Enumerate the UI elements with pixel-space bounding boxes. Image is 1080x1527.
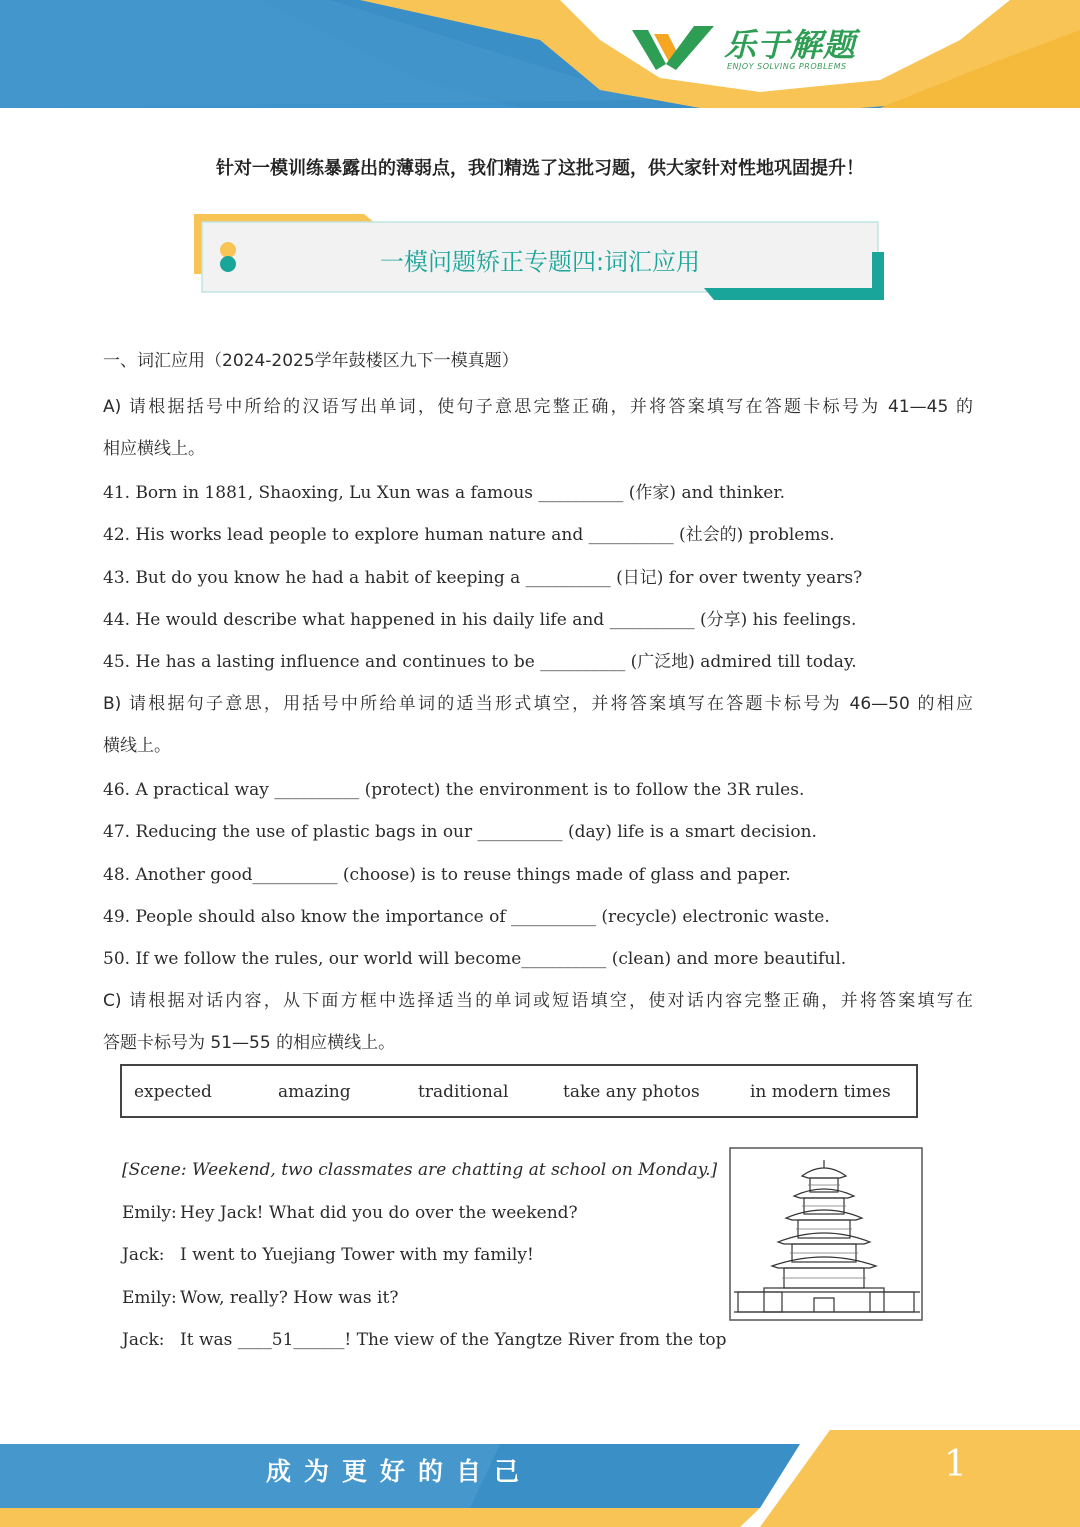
question-44: 44. He would describe what happened in his daily life and __________ (分享) his feelings.: [103, 610, 857, 630]
question-45: 45. He has a lasting influence and continues to be __________ (广泛地) admired till today.: [103, 652, 857, 672]
speaker-name: Jack:: [122, 1245, 165, 1265]
speaker-name: Emily:: [122, 1203, 177, 1223]
page-title: 一模问题矫正专题四:词汇应用: [379, 248, 701, 276]
question-42: 42. His works lead people to explore human nature and __________ (社会的) problems.: [103, 525, 835, 545]
part-b-instruction-1: B) 请根据句子意思，用括号中所给单词的适当形式填空，并将答案填写在答题卡标号为 46—50 的相应: [103, 694, 973, 714]
section-heading: 一、词汇应用（2024-2025学年鼓楼区九下一模真题）: [103, 351, 519, 371]
word-option: amazing: [278, 1082, 351, 1102]
question-49: 49. People should also know the importance of __________ (recycle) electronic waste.: [103, 907, 830, 927]
word-option: in modern times: [750, 1082, 891, 1102]
dialogue-line: [122, 1288, 722, 1308]
part-a-instruction-2: 相应横线上。: [103, 439, 205, 459]
dialogue-line: [122, 1203, 722, 1223]
dialogue-line: [122, 1330, 727, 1350]
brand-logo-icon: [632, 24, 714, 72]
footer-motto: 成为更好的自己: [266, 1457, 533, 1486]
dialogue-text: It was ____51______! The view of the Yangtze River from the top: [180, 1330, 727, 1350]
dialogue-line: [122, 1245, 722, 1265]
question-47: 47. Reducing the use of plastic bags in our __________ (day) life is a smart decision.: [103, 822, 817, 842]
question-50: 50. If we follow the rules, our world will become__________ (clean) and more beautiful.: [103, 949, 847, 969]
scene-description: [Scene: Weekend, two classmates are chatting at school on Monday.]: [122, 1160, 718, 1180]
part-a-instruction-1: A) 请根据括号中所给的汉语写出单词，使句子意思完整正确，并将答案填写在答题卡标号为 41—45 的: [103, 397, 973, 417]
title-box: [194, 212, 886, 302]
word-option: expected: [134, 1082, 212, 1102]
footer-banner: [0, 1430, 1080, 1527]
brand-name: 乐于解题: [724, 26, 857, 64]
word-option: take any photos: [563, 1082, 700, 1102]
yuejiang-tower-illustration: [724, 1130, 929, 1330]
part-c-instruction-2: 答题卡标号为 51—55 的相应横线上。: [103, 1033, 396, 1053]
page-number: 1: [944, 1444, 967, 1485]
part-c-instruction-1: C) 请根据对话内容，从下面方框中选择适当的单词或短语填空，使对话内容完整正确，并将答案填写在: [103, 991, 973, 1011]
word-box: [120, 1064, 918, 1118]
dialogue-text: Wow, really? How was it?: [180, 1288, 399, 1308]
question-48: 48. Another good__________ (choose) is to reuse things made of glass and paper.: [103, 865, 791, 885]
dialogue-text: I went to Yuejiang Tower with my family!: [180, 1245, 534, 1265]
dialogue-text: Hey Jack! What did you do over the weekend?: [180, 1203, 578, 1223]
intro-text: 针对一模训练暴露出的薄弱点，我们精选了这批习题，供大家针对性地巩固提升！: [216, 158, 864, 179]
question-41: 41. Born in 1881, Shaoxing, Lu Xun was a famous __________ (作家) and thinker.: [103, 483, 786, 503]
part-b-instruction-2: 横线上。: [103, 736, 171, 756]
speaker-name: Jack:: [122, 1330, 165, 1350]
brand-slogan: ENJOY SOLVING PROBLEMS: [727, 62, 847, 71]
header-banner: [0, 0, 1080, 110]
word-option: traditional: [418, 1082, 509, 1102]
question-46: 46. A practical way __________ (protect) the environment is to follow the 3R rules.: [103, 780, 805, 800]
question-43: 43. But do you know he had a habit of keeping a __________ (日记) for over twenty years?: [103, 568, 863, 588]
speaker-name: Emily:: [122, 1288, 177, 1308]
